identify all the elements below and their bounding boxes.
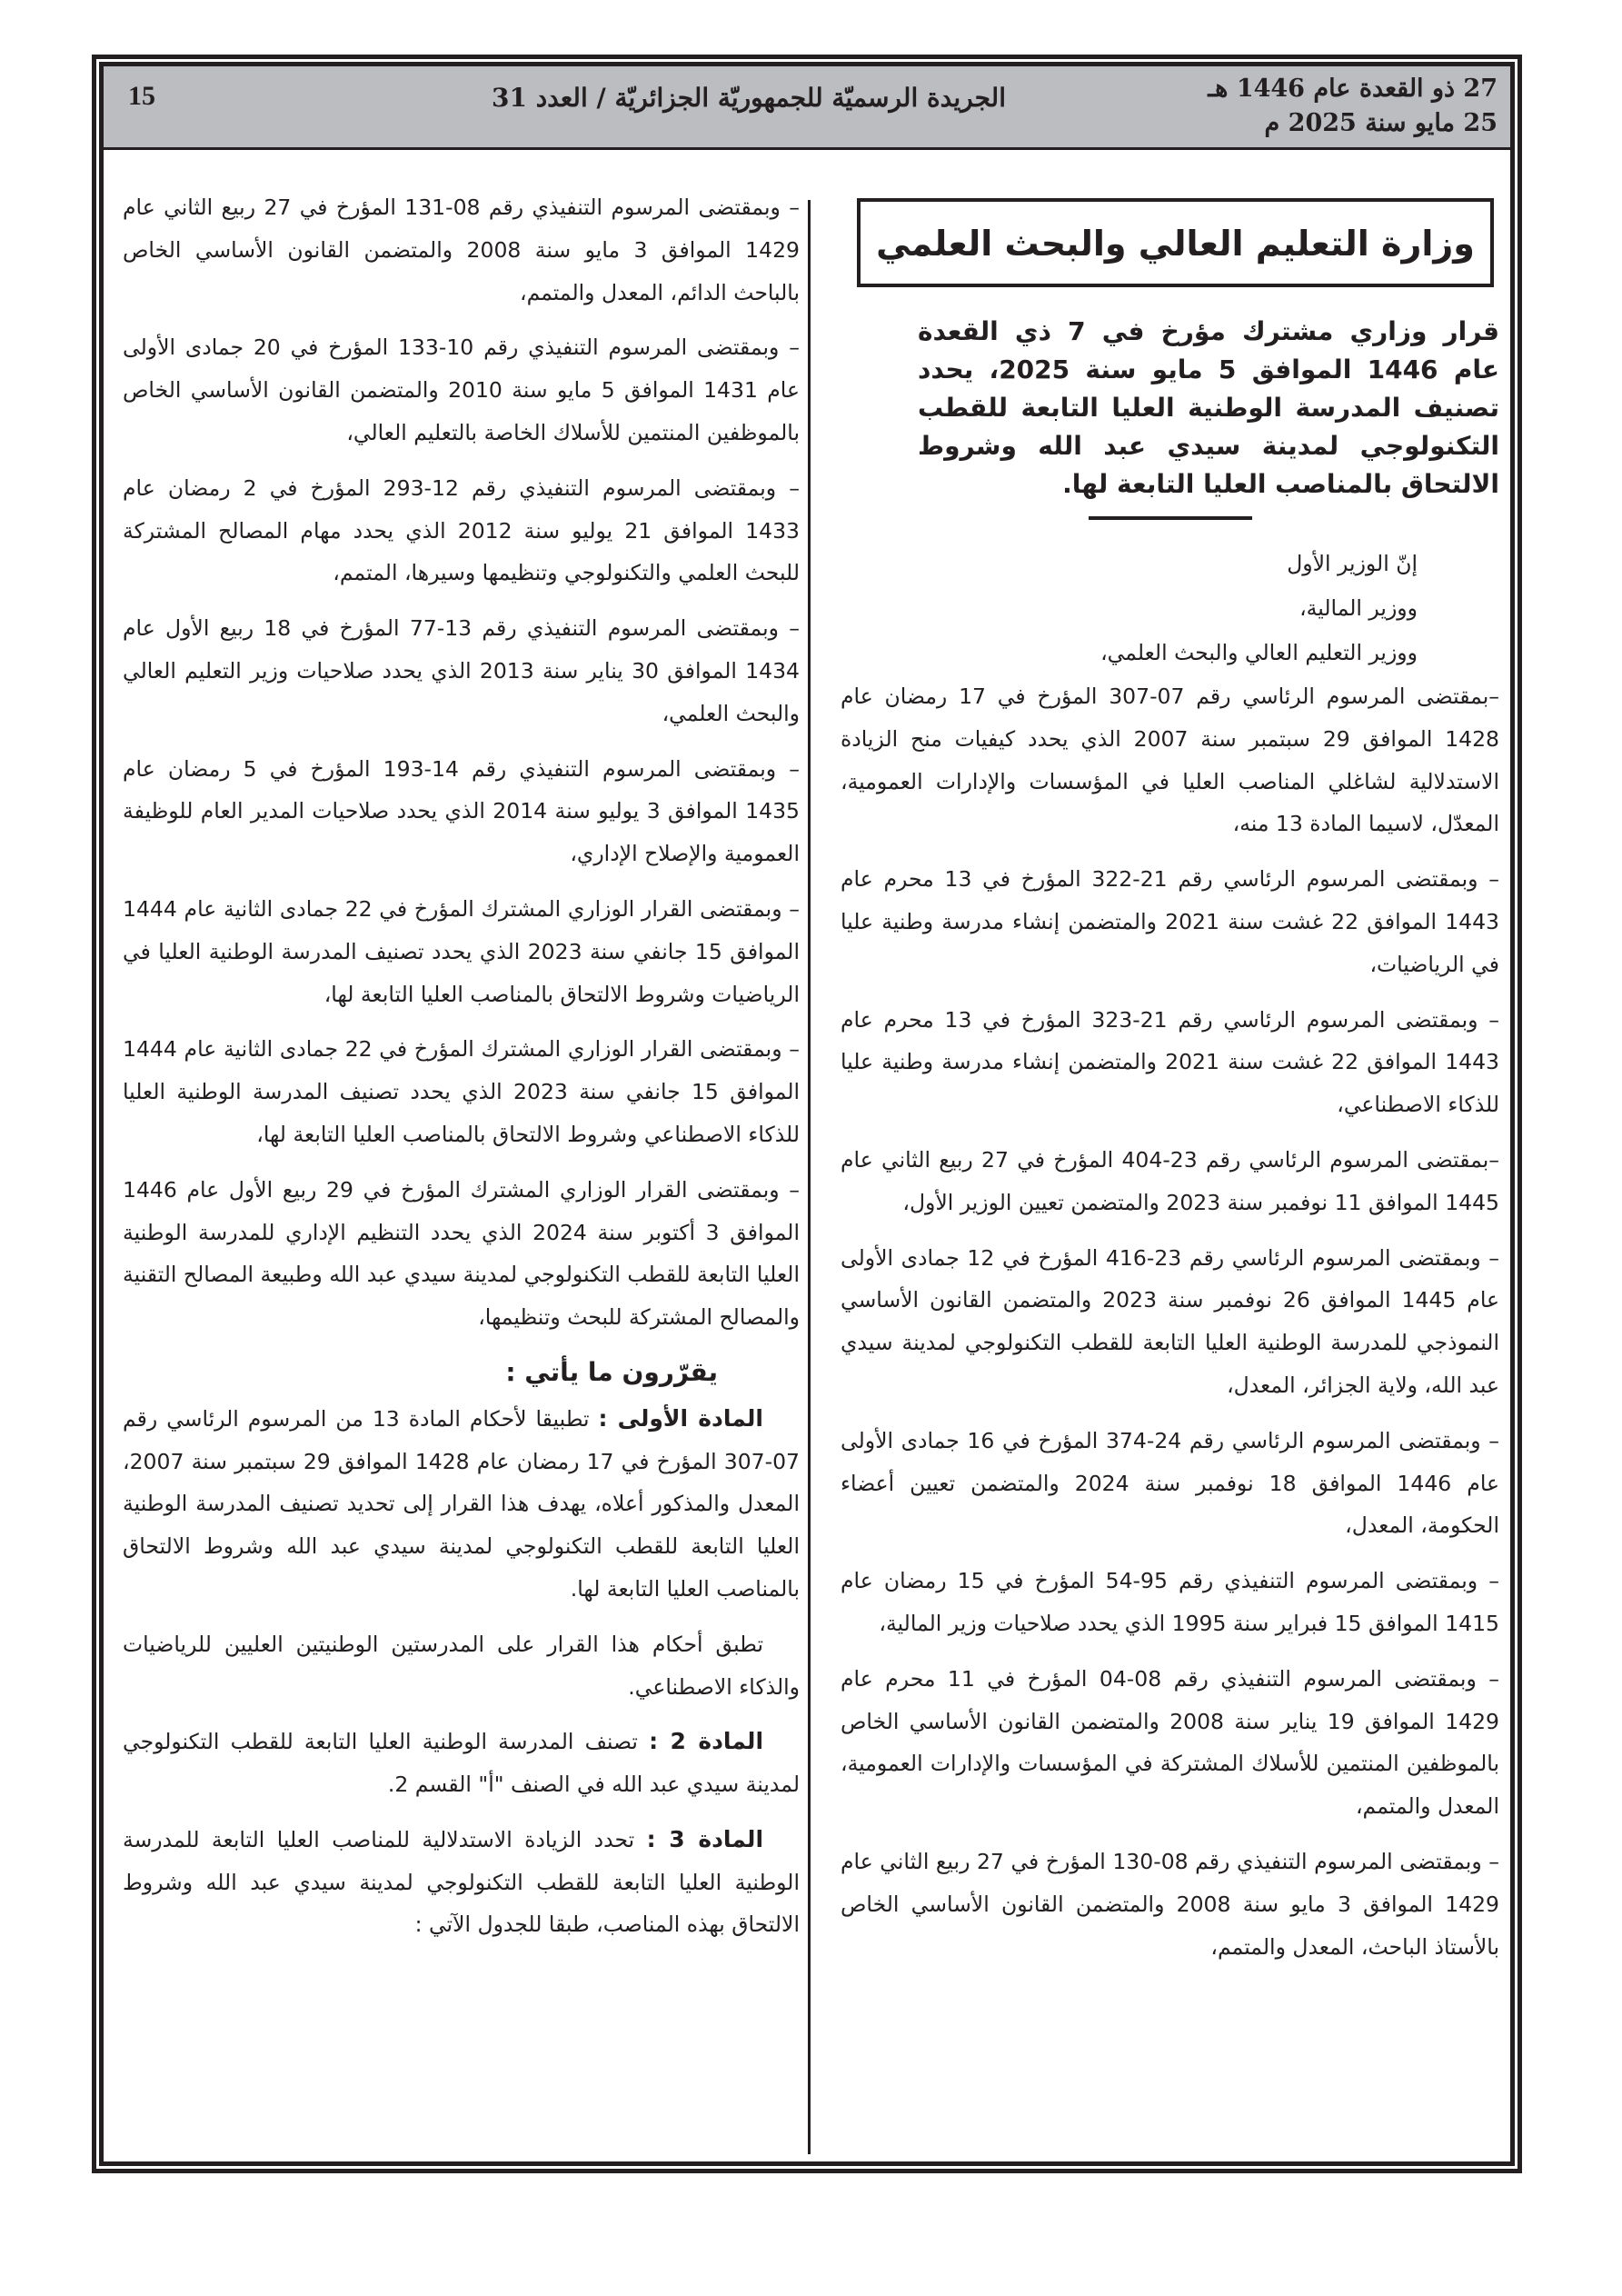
preamble-paragraph: – وبمقتضى المرسوم التنفيذي رقم 12-293 المؤرخ في 2 رمضان عام 1433 الموافق 21 يوليو سنة 2012 الذي يحدد مهام المصالح المشتركة للبحث العلمي والتكنولوجي وتنظيمها وسيرها، المتمم، [123,474,800,586]
signatory: ووزير التعليم العالي والبحث العلمي، [1100,640,1418,665]
article-label: المادة 2 : [649,1728,764,1755]
article-1 [123,1398,800,1611]
preamble-paragraph: – وبمقتضى المرسوم التنفيذي رقم 08-131 المؤرخ في 27 ربيع الثاني عام 1429 الموافق 3 مايو سنة 2008 والمتضمن القانون الأساسي الخاص بالباحث الدائم، المعدل والمتمم، [123,195,800,305]
preamble-paragraph: – وبمقتضى القرار الوزاري المشترك المؤرخ في 29 ربيع الأول عام 1446 الموافق 3 أكتوبر سنة 2024 الذي يحدد التنظيم الإداري للمدرسة الوطنية العليا التابعة للقطب التكنولوجي لمدينة سيدي عبد الله وطبيعة المصالح التقنية والمصالح المشتركة للبحث وتنظيمها، [123,1176,800,1331]
signatory: إنّ الوزير الأول [1287,551,1418,576]
preamble-paragraph: –بمقتضى المرسوم الرئاسي رقم 07-307 المؤرخ في 17 رمضان عام 1428 الموافق 29 سبتمبر سنة 2007 الذي يحدد كيفيات منح الزيادة الاستدلالية لشاغلي المناصب العليا في المؤسسات والإدارات العمومية، المعدّل، لاسيما المادة 13 منه، [841,684,1500,837]
page-header [104,66,1510,150]
preamble-paragraph: – وبمقتضى المرسوم الرئاسي رقم 21-322 المؤرخ في 13 محرم عام 1443 الموافق 22 غشت سنة 2021 والمتضمن إنشاء مدرسة وطنية عليا في الرياضيات، [841,866,1500,977]
article-text: تصنف المدرسة الوطنية العليا التابعة للقطب التكنولوجي لمدينة سيدي عبد الله في الصنف "أ" القسم 2. [123,1729,800,1798]
preamble-paragraph: – وبمقتضى المرسوم التنفيذي رقم 10-133 المؤرخ في 20 جمادى الأولى عام 1431 الموافق 5 مايو سنة 2010 والمتضمن القانون الأساسي الخاص بالموظفين المنتمين للأسلاك الخاصة بالتعليم العالي، [123,334,800,445]
left-column [123,186,800,1959]
preamble-paragraph: – وبمقتضى المرسوم التنفيذي رقم 13-77 المؤرخ في 18 ربيع الأول عام 1434 الموافق 30 يناير سنة 2013 الذي يحدد صلاحيات وزير التعليم العالي والبحث العلمي، [123,615,801,726]
preamble-paragraph: – وبمقتضى القرار الوزاري المشترك المؤرخ في 22 جمادى الثانية عام 1444 الموافق 15 جانفي سنة 2023 الذي يحدد تصنيف المدرسة الوطنية العليا للذكاء الاصطناعي وشروط الالتحاق بالمناصب العليا التابعة لها، [123,1036,801,1147]
preamble-paragraph: – وبمقتضى المرسوم التنفيذي رقم 08-04 المؤرخ في 11 محرم عام 1429 الموافق 19 يناير سنة 2008 والمتضمن القانون الأساسي الخاص بالموظفين المنتمين للأسلاك المشتركة في المؤسسات والإدارات العمومية، المعدل والمتمم، [841,1665,1500,1820]
preamble-paragraph: – وبمقتضى المرسوم الرئاسي رقم 23-416 المؤرخ في 12 جمادى الأولى عام 1445 الموافق 26 نوفمبر سنة 2023 والمتضمن القانون الأساسي النموذجي للمدرسة الوطنية العليا التابعة للقطب التكنولوجي لمدينة سيدي عبد الله، ولاية الجزائر، المعدل، [841,1244,1500,1398]
preamble-paragraph: –بمقتضى المرسوم الرئاسي رقم 23-404 المؤرخ في 27 ربيع الثاني عام 1445 الموافق 11 نوفمبر سنة 2023 والمتضمن تعيين الوزير الأول، [841,1146,1499,1215]
article-label: المادة الأولى : [598,1404,763,1432]
article-text: تطبيقا لأحكام المادة 13 من المرسوم الرئاسي رقم 07-307 المؤرخ في 17 رمضان عام 1428 الموافق 29 سبتمبر سنة 2007، المعدل والمذكور أعلاه، يهدف هذا القرار إلى تحديد تصنيف المدرسة الوطنية العليا التابعة للقطب التكنولوجي لمدينة سيدي عبد الله وشروط الالتحاق بالمناصب العليا التابعة لها. [123,1405,801,1602]
decree-lead: يقرّرون ما يأتي : [505,1356,718,1387]
column-divider [808,200,811,2154]
header-date-hijri: 27 ذو القعدة عام 1446 هـ [1208,75,1498,103]
preamble-paragraph: – وبمقتضى المرسوم التنفيذي رقم 14-193 المؤرخ في 5 رمضان عام 1435 الموافق 3 يوليو سنة 2014 الذي يحدد صلاحيات المدير العام للوظيفة العمومية والإصلاح الإداري، [123,755,801,867]
decision-title: قرار وزاري مشترك مؤرخ في 7 ذي القعدة عام 1446 الموافق 5 مايو سنة 2025، يحدد تصنيف المدرسة الوطنية العليا التابعة للقطب التكنولوجي لمدينة سيدي عبد الله وشروط الالتحاق بالمناصب العليا التابعة لها. [918,316,1500,499]
title-separator [1089,516,1252,520]
preamble-paragraph: – وبمقتضى القرار الوزاري المشترك المؤرخ في 22 جمادى الثانية عام 1444 الموافق 15 جانفي سنة 2023 الذي يحدد تصنيف المدرسة الوطنية العليا في الرياضيات وشروط الالتحاق بالمناصب العليا التابعة لها، [123,895,801,1007]
preamble-paragraph: – وبمقتضى المرسوم الرئاسي رقم 24-374 المؤرخ في 16 جمادى الأولى عام 1446 الموافق 18 نوفمبر سنة 2024 والمتضمن تعيين أعضاء الحكومة، المعدل، [841,1427,1500,1539]
ministry-title-box [857,198,1494,287]
article-3 [123,1819,800,1946]
article-2 [123,1721,800,1806]
right-column [841,186,1499,1981]
page-number: 15 [128,81,155,111]
article-text: تحدد الزيادة الاستدلالية للمناصب العليا التابعة للمدرسة الوطنية العليا التابعة للقطب التكنولوجي لمدينة سيدي عبد الله وشروط الالتحاق بهذه المناصب، طبقا للجدول الآتي : [123,1826,800,1938]
preamble-paragraph: – وبمقتضى المرسوم الرئاسي رقم 21-323 المؤرخ في 13 محرم عام 1443 الموافق 22 غشت سنة 2021 والمتضمن إنشاء مدرسة وطنية عليا للذكاء الاصطناعي، [841,1006,1500,1118]
article-label: المادة 3 : [646,1825,764,1852]
header-date [1208,72,1498,141]
article-text: تطبق أحكام هذا القرار على المدرستين الوطنيتين العليين للرياضيات والذكاء الاصطناعي. [123,1631,800,1700]
publication-title: الجريدة الرسميّة للجمهوريّة الجزائريّة / العدد 31 [492,83,1006,113]
ministry-title: وزارة التعليم العالي والبحث العلمي [876,224,1475,264]
preamble-paragraph: – وبمقتضى المرسوم التنفيذي رقم 95-54 المؤرخ في 15 رمضان عام 1415 الموافق 15 فبراير سنة 1995 الذي يحدد صلاحيات وزير المالية، [841,1568,1499,1636]
article-1-scope [123,1623,800,1709]
preamble-paragraph: – وبمقتضى المرسوم التنفيذي رقم 08-130 المؤرخ في 27 ربيع الثاني عام 1429 الموافق 3 مايو سنة 2008 والمتضمن القانون الأساسي الخاص بالأستاذ الباحث، المعدل والمتمم، [841,1848,1499,1960]
signatory: ووزير المالية، [1299,595,1418,621]
header-date-gregorian: 25 مايو سنة 2025 م [1264,109,1498,137]
